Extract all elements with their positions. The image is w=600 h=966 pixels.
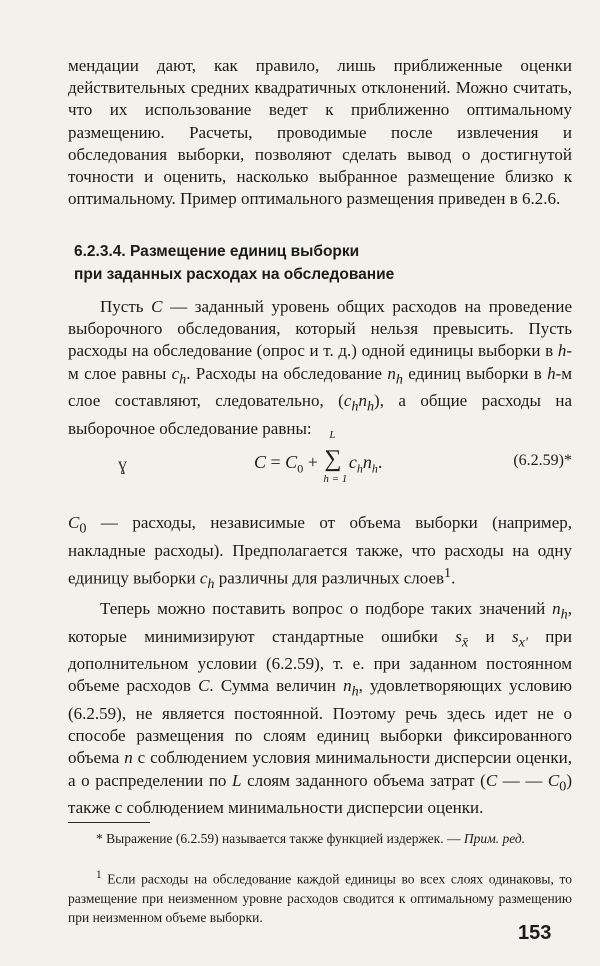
paragraph-minimization: Теперь можно поставить вопрос о подборе таких значений $n_h$, которые минимизируют стандартные ошибки $s_{x̄}$ и $s_{x'}$ при дополнительном условии (6.2.59), т. е. при заданном постоянном объеме расходов C. Сумма величин $n_h$, удовлетворяющих условию (6.2.59), не является постоянной. Поэтому речь здесь идет не о способе размещения по слоям единиц выборки фиксированного объема n с соблюдением условия минимальности дисперсии оценки, а о распределении по L слоям заданного объема затрат (C — — $C_0$) также с соблюдением минимальности дисперсии оценки. — [68, 599, 573, 818]
section-title-line-2: при заданных расходах на обследование — [74, 266, 395, 283]
paragraph-overhead: $C_0$ — расходы, независимые от объема выборки (например, накладные расходы). Предполагается также, что расходы на одну единицу выборки $c_h$ различны для различных слоев$^1$. — [68, 513, 572, 592]
paragraph-continuation: мендации дают, как правило, лишь приближенные оценки действительных средних квадратичных отклонений. Можно считать, что их использование ведет к приближенно оптимальному размещению. Расчеты, проводимые после извлечения и обследования выборки, позволяют сделать вывод о достигнутой точности и оценить, насколько выбранное размещение близко к оптимальному. Пример оптимального размещения приведен в 6.2.6. — [68, 56, 572, 209]
paragraph-cost-definition: Пусть C — заданный уровень общих расходов на проведение выборочного обследования, который нельзя превысить. Пусть расходы на обследование (опрос и т. д.) одной единицы выборки в h-м слое равны $c_h$. Расходы на обследование $n_h$ единиц выборки в h-м слое составляют, следовательно, $(c_hn_h)$, а общие расходы на выборочное обследование равны: — [68, 297, 573, 438]
section-number: 6.2.3.4. — [74, 243, 126, 260]
summation-symbol: L ∑ h = 1 — [323, 429, 348, 485]
equation-number: (6.2.59)* — [513, 452, 572, 469]
equation-6-2-59 — [68, 429, 572, 502]
footnote-reference: 1 — [444, 564, 452, 581]
cost-function-formula: $C = C_0$ + L ∑ h = 1 $c_hn_h$. — [254, 429, 383, 485]
footnote-divider — [68, 822, 150, 823]
margin-mark: ɣ — [118, 454, 127, 474]
footnote-1: $^1$ Если расходы на обследование каждой единицы во всех слоях одинаковы, то размещение при неизменном уровне расходов сводится к оптимальному размещению при неизменном объеме выборки. — [68, 869, 572, 925]
section-heading — [74, 240, 554, 286]
section-title-line-1: Размещение единиц выборки — [130, 243, 360, 260]
footnote-editor: * Выражение (6.2.59) называется также функцией издержек. — Прим. ред. — [96, 831, 526, 846]
page-number: 153 — [518, 922, 552, 944]
